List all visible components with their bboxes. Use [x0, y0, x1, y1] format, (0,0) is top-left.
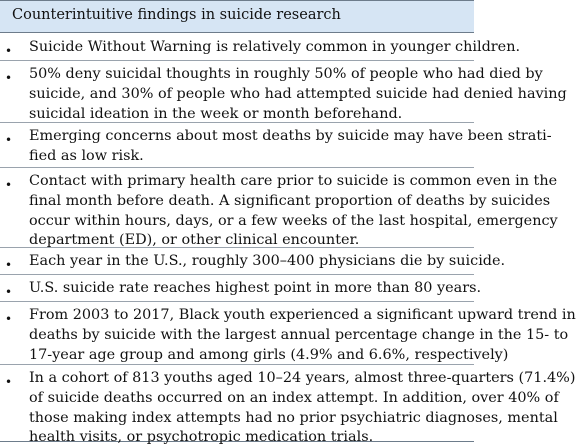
row-text-line: final month before death. A significant proportion of deaths by suicides — [29, 192, 551, 209]
bullet-icon: • — [5, 312, 13, 326]
row-text-line: deaths by suicide with the largest annual percentage change in the 15- to — [29, 326, 569, 343]
table-row — [0, 168, 558, 249]
row-text-line: Contact with primary health care prior to suicide is common even in the — [29, 173, 558, 189]
row-text-line: In a cohort of 813 youths aged 10–24 years, almost three-quarters (71.4%) — [29, 370, 576, 386]
bullet-icon: • — [5, 44, 13, 58]
table-row — [0, 275, 482, 302]
row-text — [29, 65, 567, 124]
bullet-icon: • — [5, 178, 13, 192]
table-header — [0, 0, 474, 33]
bullet-icon: • — [5, 375, 13, 389]
table-row — [0, 248, 506, 275]
row-text-line: Emerging concerns about most deaths by suicide may have been strati- — [29, 128, 552, 144]
row-text-line: Each year in the U.S., roughly 300–400 physicians die by suicide. — [29, 253, 506, 269]
row-text — [29, 369, 576, 448]
row-text — [29, 252, 506, 272]
row-text-line: health visits, or psychotropic medication trials. — [29, 429, 374, 446]
row-text-line: U.S. suicide rate reaches highest point in more than 80 years. — [29, 280, 482, 296]
row-text-line: 50% deny suicidal thoughts in roughly 50% of people who had died by — [29, 66, 543, 82]
bullet-icon: • — [5, 71, 13, 85]
row-text-line: Suicide Without Warning is relatively common in younger children. — [29, 39, 521, 55]
table-row — [0, 302, 576, 365]
row-text — [29, 279, 482, 299]
row-text — [29, 38, 521, 58]
row-text — [29, 127, 552, 167]
row-text — [29, 172, 558, 251]
table-row — [0, 34, 521, 61]
row-text — [29, 306, 576, 365]
row-text-line: 17-year age group and among girls (4.9% and 6.6%, respectively) — [29, 346, 509, 363]
table-row — [0, 61, 567, 123]
table-row — [0, 365, 576, 446]
bullet-icon: • — [5, 258, 13, 272]
row-text-line: suicide, and 30% of people who had attempted suicide had denied having — [29, 85, 567, 102]
table-row — [0, 123, 552, 168]
row-text-line: of suicide deaths occurred on an index attempt. In addition, over 40% of — [29, 389, 559, 406]
row-text-line: suicidal ideation in the week or month beforehand. — [29, 105, 403, 122]
row-text-line: From 2003 to 2017, Black youth experienced a significant upward trend in — [29, 307, 576, 323]
row-text-line: occur within hours, days, or a few weeks of the last hospital, emergency — [29, 212, 558, 229]
table-title: Counterintuitive findings in suicide research — [12, 7, 341, 23]
row-text-line: those making index attempts had no prior psychiatric diagnoses, mental — [29, 409, 558, 426]
bullet-icon: • — [5, 285, 13, 299]
bullet-icon: • — [5, 133, 13, 147]
row-text-line: fied as low risk. — [29, 147, 144, 164]
row-text-line: department (ED), or other clinical encounter. — [29, 232, 360, 249]
